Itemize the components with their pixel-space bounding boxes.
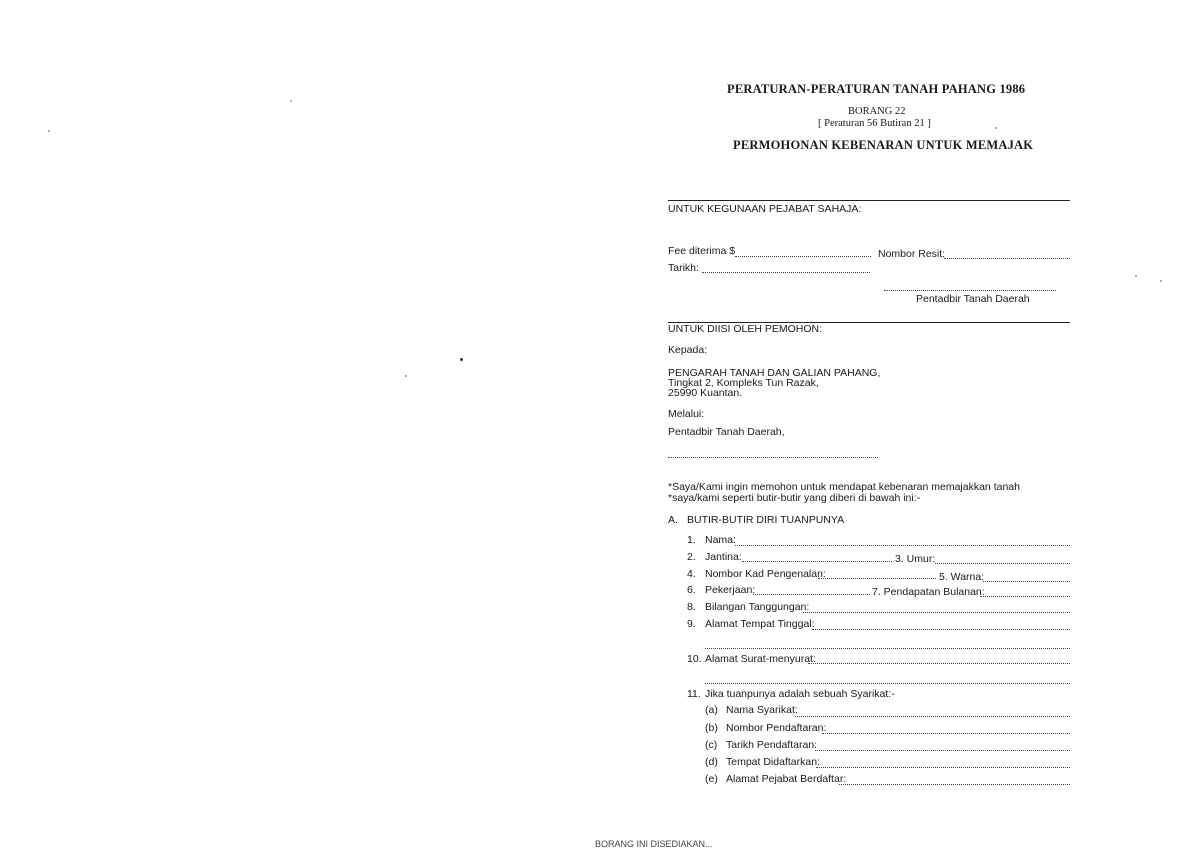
statement-line-1: *Saya/Kami ingin memohon untuk mendapat kebenaran memajakkan tanah xyxy=(668,481,1020,493)
gender-field[interactable] xyxy=(742,561,892,562)
field-6-number: 6. xyxy=(687,584,696,596)
district-field[interactable] xyxy=(668,457,878,458)
address-line-3: 25990 Kuantan. xyxy=(668,387,743,399)
signature-field[interactable] xyxy=(884,290,1056,291)
mailing-address-field-2[interactable] xyxy=(705,683,1070,684)
receipt-label: Nombor Resit: xyxy=(878,248,946,260)
via-label: Melalui: xyxy=(668,408,705,420)
regulation-title: PERATURAN-PERATURAN TANAH PAHANG 1986 xyxy=(727,82,1026,96)
dependants-field[interactable] xyxy=(803,612,1070,613)
part-a-title: BUTIR-BUTIR DIRI TUANPUNYA xyxy=(687,514,845,526)
to-label: Kepada: xyxy=(668,344,708,356)
registered-office-label: Alamat Pejabat Berdaftar: xyxy=(726,773,847,785)
scan-speck xyxy=(405,375,407,377)
age-field[interactable] xyxy=(935,563,1070,564)
footer-cut-text: BORANG INI DISEDIAKAN... xyxy=(595,839,713,849)
company-question-label: Jika tuanpunya adalah sebuah Syarikat:- xyxy=(705,688,895,700)
statement-line-2: *saya/kami seperti butir-butir yang diberi di bawah ini:- xyxy=(668,492,921,504)
applicant-section-heading: UNTUK DIISI OLEH PEMOHON: xyxy=(668,323,823,335)
colour-label: 5. Warna: xyxy=(939,571,985,583)
registration-date-label: Tarikh Pendaftaran: xyxy=(726,739,818,751)
field-9-number: 9. xyxy=(687,618,696,630)
mailing-address-field[interactable] xyxy=(808,663,1070,664)
name-field[interactable] xyxy=(735,545,1070,546)
registration-number-field[interactable] xyxy=(822,733,1070,734)
field-4-number: 4. xyxy=(687,568,696,580)
occupation-field[interactable] xyxy=(753,594,870,595)
scan-speck xyxy=(1160,280,1162,282)
registration-place-label: Tempat Didaftarkan: xyxy=(726,756,820,768)
via-value: Pentadbir Tanah Daerah, xyxy=(668,426,785,438)
gender-label: Jantina: xyxy=(705,551,742,563)
scan-speck xyxy=(1135,275,1137,277)
part-a-letter: A. xyxy=(668,514,678,526)
office-section-rule xyxy=(668,200,1070,201)
company-item-d-letter: (d) xyxy=(705,756,718,768)
scan-speck xyxy=(48,130,50,132)
ic-number-label: Nombor Kad Pengenalan: xyxy=(705,568,826,580)
scan-speck xyxy=(995,127,997,129)
address-line-2: Tingkat 2, Kompleks Tun Razak, xyxy=(668,377,819,389)
dependants-label: Bilangan Tanggungan: xyxy=(705,601,810,613)
age-label: 3. Umur: xyxy=(895,553,936,565)
name-label: Nama: xyxy=(705,534,736,546)
company-item-b-letter: (b) xyxy=(705,722,718,734)
office-section-heading: UNTUK KEGUNAAN PEJABAT SAHAJA: xyxy=(668,203,862,215)
fee-field[interactable] xyxy=(735,256,871,257)
registered-office-field[interactable] xyxy=(839,784,1070,785)
form-title: PERMOHONAN KEBENARAN UNTUK MEMAJAK xyxy=(733,138,1034,152)
signatory-label: Pentadbir Tanah Daerah xyxy=(916,293,1030,305)
field-1-number: 1. xyxy=(687,534,696,546)
fee-label: Fee diterima $ xyxy=(668,245,736,257)
company-item-c-letter: (c) xyxy=(705,739,718,751)
residential-address-field[interactable] xyxy=(812,629,1070,630)
mailing-address-label: Alamat Surat-menyurat: xyxy=(705,653,816,665)
address-line-1: PENGARAH TANAH DAN GALIAN PAHANG, xyxy=(668,367,881,379)
colour-field[interactable] xyxy=(983,581,1070,582)
registration-number-label: Nombor Pendaftaran: xyxy=(726,722,827,734)
registration-date-field[interactable] xyxy=(815,750,1070,751)
registration-place-field[interactable] xyxy=(816,767,1070,768)
residential-address-label: Alamat Tempat Tinggal: xyxy=(705,618,815,630)
company-name-label: Nama Syarikat: xyxy=(726,704,798,716)
field-2-number: 2. xyxy=(687,551,696,563)
monthly-income-field[interactable] xyxy=(980,596,1070,597)
field-8-number: 8. xyxy=(687,601,696,613)
field-11-number: 11. xyxy=(687,688,701,700)
scan-speck xyxy=(460,358,463,361)
field-10-number: 10. xyxy=(687,653,702,665)
form-number: BORANG 22 xyxy=(848,106,906,117)
company-name-field[interactable] xyxy=(795,716,1070,717)
scan-speck xyxy=(290,100,292,102)
date-label: Tarikh: xyxy=(668,262,699,274)
company-item-a-letter: (a) xyxy=(705,704,718,716)
ic-number-field[interactable] xyxy=(818,578,936,579)
residential-address-field-2[interactable] xyxy=(705,648,1070,649)
company-item-e-letter: (e) xyxy=(705,773,718,785)
date-field[interactable] xyxy=(702,272,870,273)
receipt-field[interactable] xyxy=(944,258,1070,259)
monthly-income-label: 7. Pendapatan Bulanan: xyxy=(872,586,985,598)
occupation-label: Pekerjaan: xyxy=(705,584,756,596)
form-reference: [ Peraturan 56 Butiran 21 ] xyxy=(818,118,931,129)
